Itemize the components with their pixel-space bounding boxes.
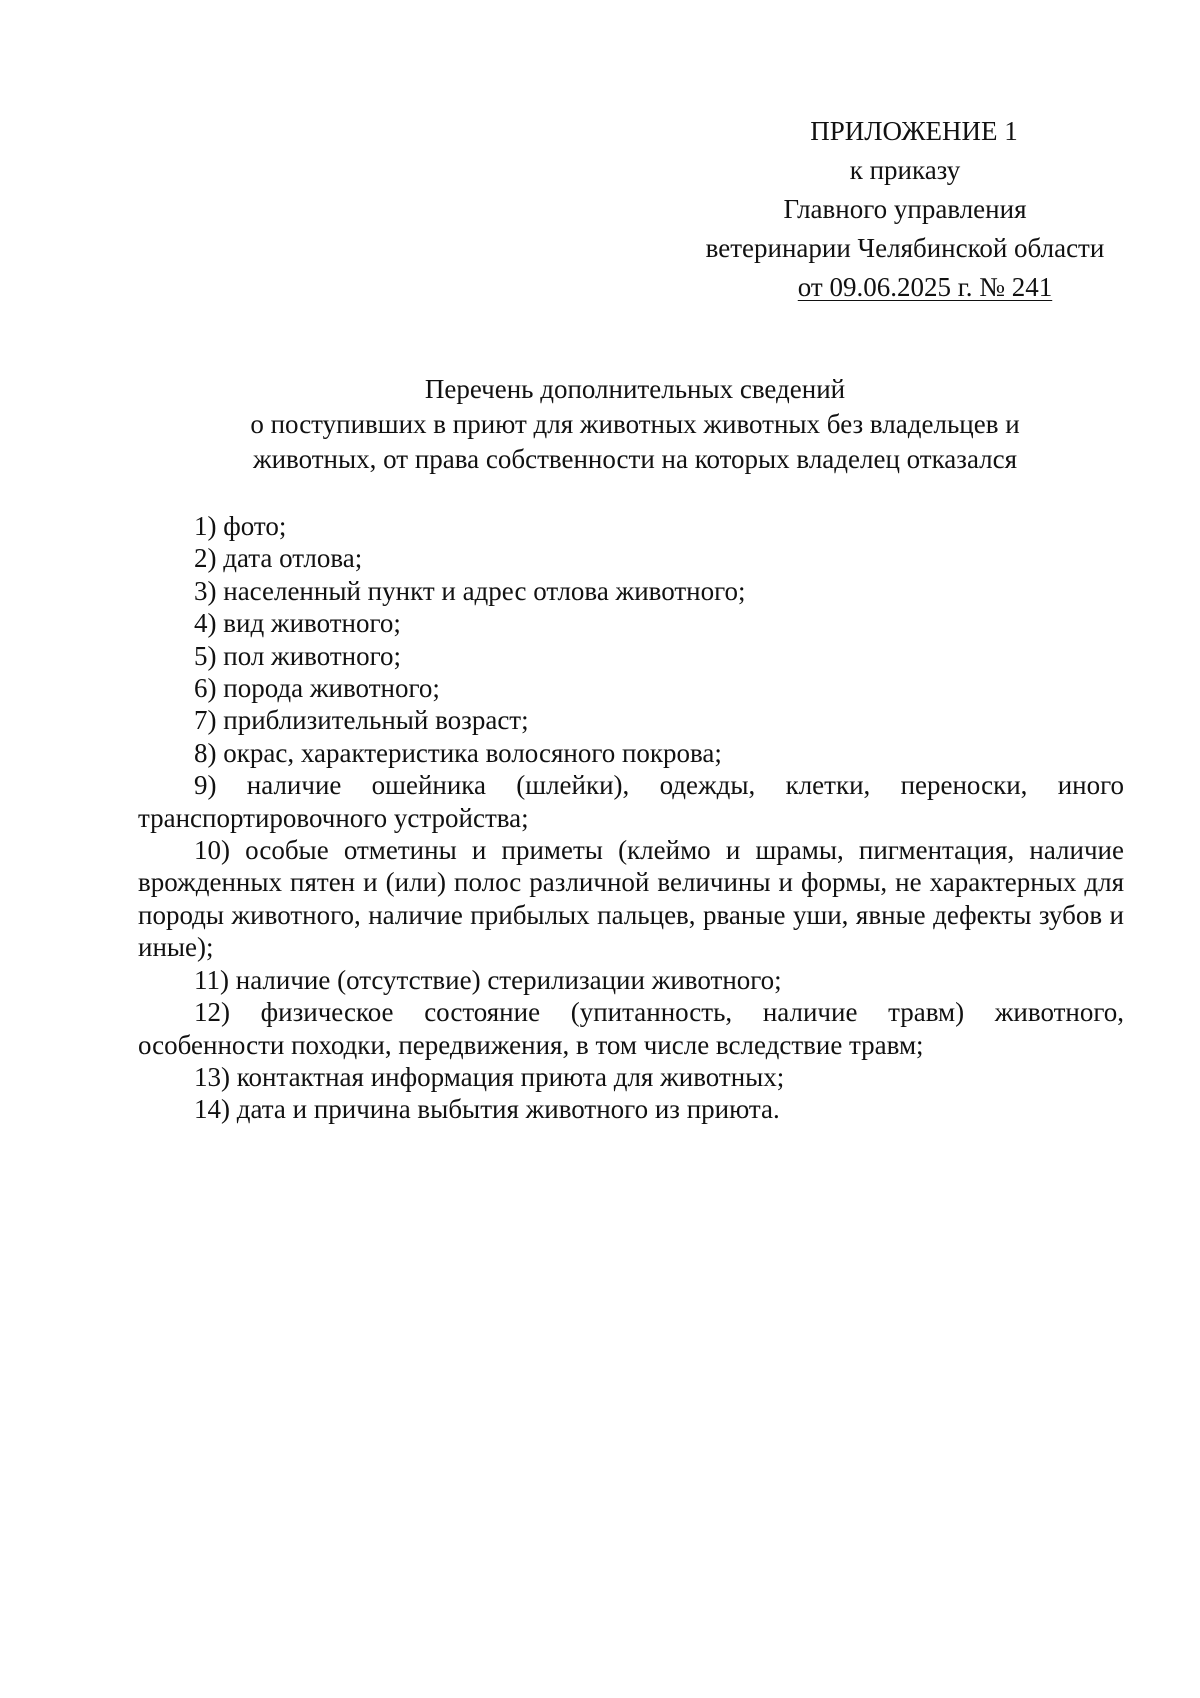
- authority-line-1: Главного управления: [783, 194, 1027, 224]
- list-item: 8) окрас, характеристика волосяного покрова;: [194, 737, 722, 768]
- order-reference: от 09.06.2025 г. № 241: [797, 272, 1053, 302]
- list-item: 10) особые отметины и приметы (клеймо и шрамы, пигментация, наличие врожденных пятен и (или) полос различной величины и формы, не характерных для породы животного, наличие прибылых пальцев, рваные уши, явные дефекты зубов и иные);: [138, 835, 1124, 963]
- to-order-line: к приказу: [849, 155, 961, 185]
- title-line-2: о поступивших в приют для животных животных без владельцев и: [250, 409, 1020, 439]
- list-item: 2) дата отлова;: [194, 543, 363, 574]
- list-item: 5) пол животного;: [194, 640, 402, 671]
- list-item: 14) дата и причина выбытия животного из приюта.: [194, 1094, 780, 1125]
- list-item: 13) контактная информация приюта для животных;: [194, 1061, 785, 1092]
- title-line-1: Перечень дополнительных сведений: [424, 374, 846, 404]
- document-title: [200, 372, 1070, 477]
- list-item: 1) фото;: [194, 511, 287, 541]
- list-item: 9) наличие ошейника (шлейки), одежды, клетки, переноски, иного транспортировочного устройства;: [138, 770, 1124, 833]
- list-item: 6) порода животного;: [194, 673, 440, 704]
- authority-line-2: ветеринарии Челябинской области: [705, 233, 1105, 263]
- information-list: [138, 510, 1124, 1126]
- appendix-header: [690, 112, 1120, 307]
- list-item: 4) вид животного;: [194, 608, 401, 639]
- list-item: 11) наличие (отсутствие) стерилизации животного;: [194, 964, 782, 995]
- list-item: 12) физическое состояние (упитанность, наличие травм) животного, особенности походки, передвижения, в том числе вследствие травм;: [138, 997, 1124, 1060]
- appendix-number: ПРИЛОЖЕНИЕ 1: [810, 116, 1018, 146]
- list-item: 7) приблизительный возраст;: [194, 705, 529, 736]
- title-line-3: животных, от права собственности на которых владелец отказался: [252, 444, 1018, 474]
- list-item: 3) населенный пункт и адрес отлова животного;: [194, 575, 746, 606]
